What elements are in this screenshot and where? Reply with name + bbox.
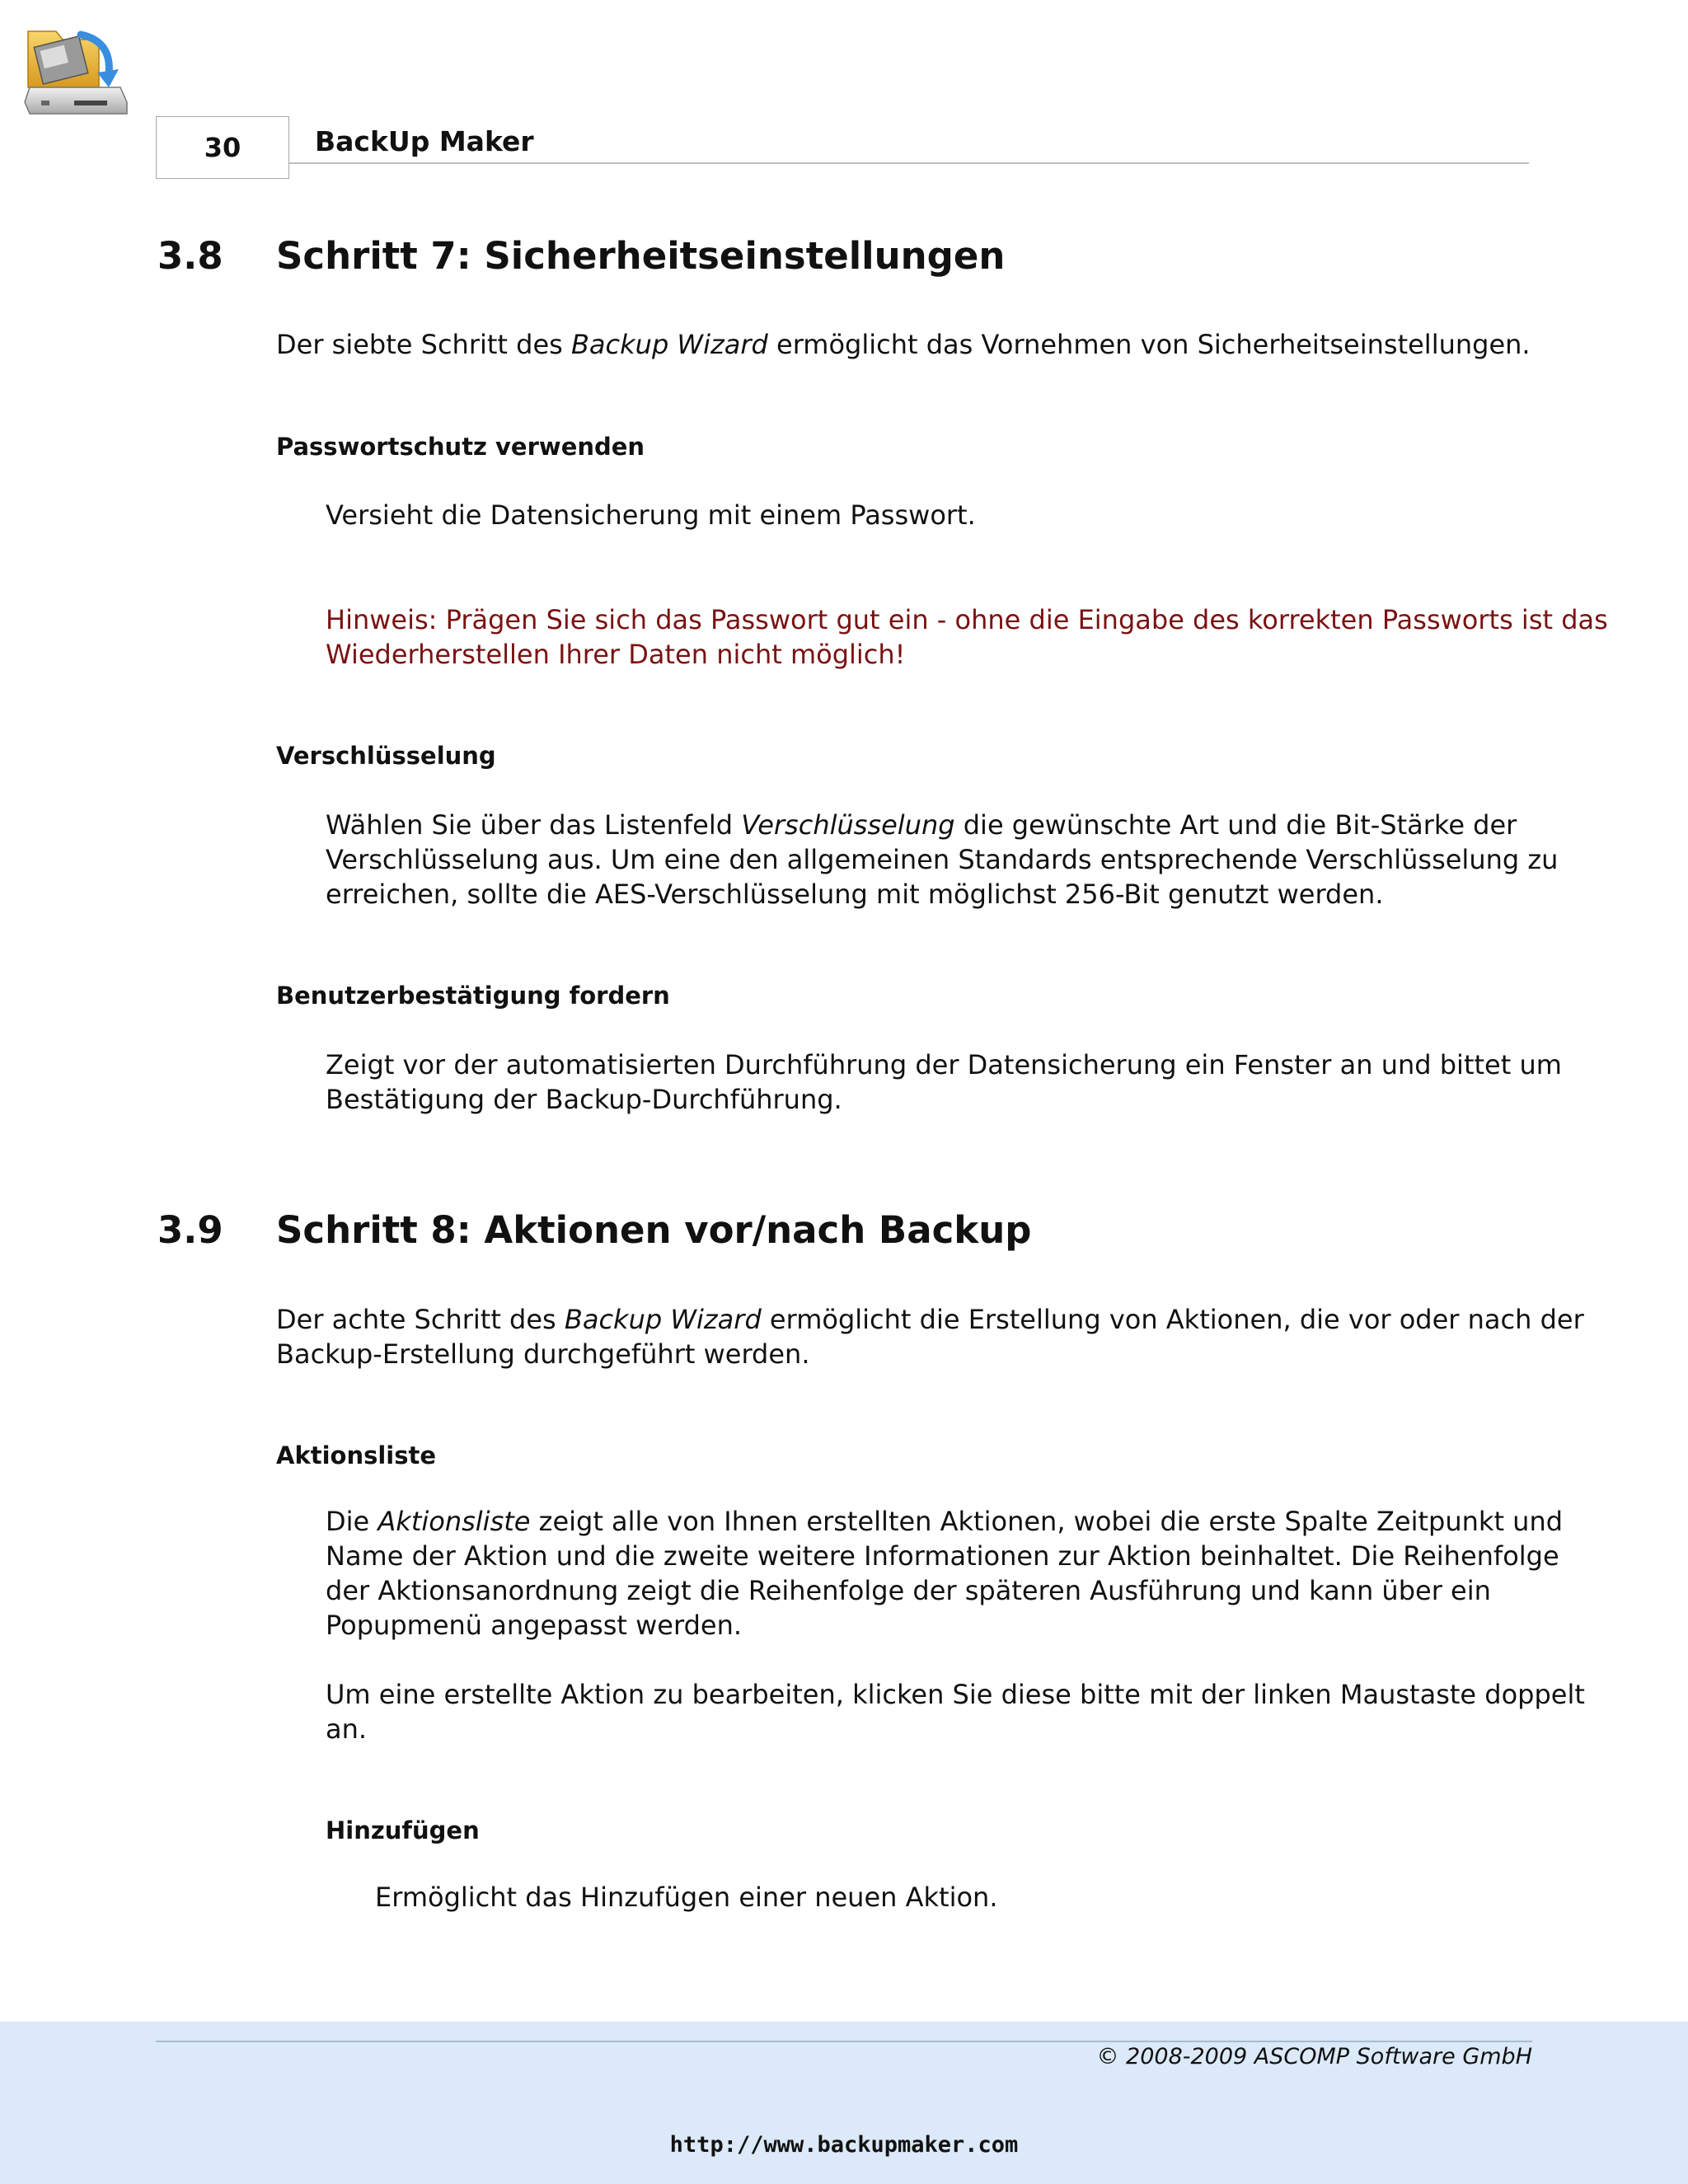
password-text: Versieht die Datensicherung mit einem Passwort. [326,499,976,531]
encryption-field-term: Verschlüsselung [741,809,955,841]
heading-add: Hinzufügen [326,1816,480,1844]
heading-action-list: Aktionsliste [276,1441,437,1469]
copyright-notice: © 2008-2009 ASCOMP Software GmbH [1096,2044,1532,2069]
action-edit-line-2: an. [326,1713,368,1745]
section-3-9-intro-line-2: Backup-Erstellung durchgeführt werden. [276,1338,810,1370]
add-text: Ermöglicht das Hinzufügen einer neuen Aktion. [375,1882,998,1913]
backup-wizard-term: Backup Wizard [570,329,768,360]
section-title-3-9: Schritt 8: Aktionen vor/nach Backup [276,1208,1032,1252]
heading-password-protection: Passwortschutz verwenden [276,433,645,461]
section-number-3-8: 3.8 [157,234,223,278]
page-number: 30 [156,116,289,179]
heading-encryption: Verschlüsselung [276,742,496,770]
action-list-line-1: Die Aktionsliste zeigt alle von Ihnen erstellten Aktionen, wobei die erste Spalte Zeitpunkt und [326,1506,1564,1537]
section-number-3-9: 3.9 [157,1208,223,1252]
backup-drive-icon [23,23,130,124]
website-url: http://www.backupmaker.com [669,2132,1019,2158]
password-note-line-1: Hinweis: Prägen Sie sich das Passwort gut ein - ohne die Eingabe des korrekten Passworts ist das [326,604,1608,635]
encryption-line-1: Wählen Sie über das Listenfeld Verschlüsselung die gewünschte Art und die Bit-Stärke der [326,809,1517,841]
section-title-3-8: Schritt 7: Sicherheitseinstellungen [276,234,1006,278]
confirmation-line-1: Zeigt vor der automatisierten Durchführung der Datensicherung ein Fenster an und bittet um [326,1049,1562,1080]
action-list-line-3: der Aktionsanordnung zeigt die Reihenfolge der späteren Ausführung und kann über ein [326,1575,1491,1606]
action-list-line-4: Popupmenü angepasst werden. [326,1610,743,1641]
action-list-line-2: Name der Aktion und die zweite weitere Informationen zur Aktion beinhaltet. Die Reihenfolge [326,1540,1559,1572]
action-edit-line-1: Um eine erstellte Aktion zu bearbeiten, klicken Sie diese bitte mit der linken Maustaste doppelt [326,1679,1585,1710]
section-3-9-intro-line-1: Der achte Schritt des Backup Wizard ermöglicht die Erstellung von Aktionen, die vor oder nach der [276,1304,1584,1335]
header-product-title: BackUp Maker [315,125,534,157]
encryption-line-2: Verschlüsselung aus. Um eine den allgemeinen Standards entsprechende Verschlüsselung zu [326,844,1559,875]
action-list-term: Aktionsliste [377,1506,531,1537]
password-note-line-2: Wiederherstellen Ihrer Daten nicht möglich! [326,639,906,670]
confirmation-line-2: Bestätigung der Backup-Durchführung. [326,1084,842,1115]
heading-user-confirmation: Benutzerbestätigung fordern [276,982,670,1010]
section-3-8-intro: Der siebte Schritt des Backup Wizard ermöglicht das Vornehmen von Sicherheitseinstellungen. [276,329,1531,360]
backup-wizard-term: Backup Wizard [564,1304,762,1335]
header-rule [289,162,1529,164]
encryption-line-3: erreichen, sollte die AES-Verschlüsselung mit möglichst 256-Bit genutzt werden. [326,879,1384,910]
